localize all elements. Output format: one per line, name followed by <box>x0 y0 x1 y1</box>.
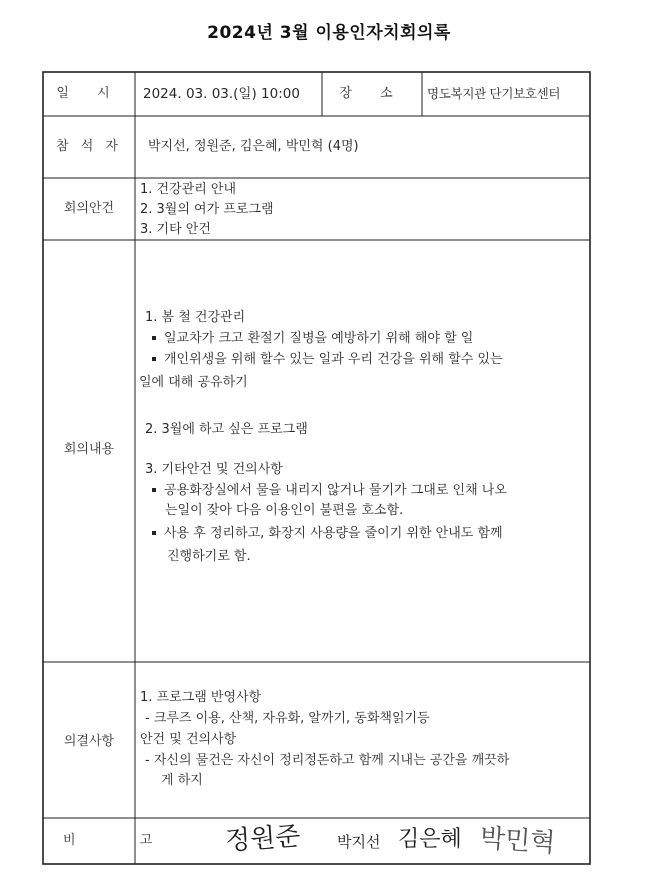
signature-handwritten: 김은혜 <box>398 827 462 852</box>
decision-line: - 자신의 물건은 자신이 정리정돈하고 함께 지내는 공간을 깨끗하 <box>145 753 510 768</box>
attendees-label: 참 석 자 <box>56 139 122 154</box>
agenda-label: 회의안건 <box>63 201 115 216</box>
decision-line: 게 하지 <box>161 773 203 788</box>
datetime-label: 일 시 <box>56 86 122 101</box>
datetime-value: 2024. 03. 03.(일) 10:00 <box>143 86 300 102</box>
remarks-label: 비 고 <box>63 833 183 848</box>
content-bullet-continuation: 는일이 잦아 다음 이용인이 불편을 호소함. <box>165 503 404 518</box>
decision-line: - 크루즈 이용, 산책, 자유화, 알까기, 동화책읽기등 <box>145 711 430 726</box>
agenda-item: 2. 3월의 여가 프로그램 <box>140 202 274 217</box>
content-bullet-continuation: 일에 대해 공유하기 <box>139 375 248 390</box>
content-bullet-continuation: 진행하기로 함. <box>167 549 251 564</box>
place-value: 명도복지관 단기보호센터 <box>427 86 561 101</box>
content-section-2-title: 2. 3월에 하고 싶은 프로그램 <box>145 422 308 437</box>
content-bullet: 개인위생을 위해 할수 있는 일과 우리 건강을 위해 할수 있는 <box>152 350 503 370</box>
decision-line: 안건 및 건의사항 <box>140 732 237 747</box>
content-bullet: 일교차가 크고 환절기 질병을 예방하기 위해 해야 할 일 <box>152 329 473 349</box>
place-label: 장 소 <box>339 86 405 101</box>
document-title: 2024년 3월 이용인자치회의록 <box>207 23 451 43</box>
content-section-1-title: 1. 봄 철 건강관리 <box>145 310 246 325</box>
content-label: 회의내용 <box>63 442 115 457</box>
content-bullet: 사용 후 정리하고, 화장지 사용량을 줄이기 위한 안내도 함께 <box>152 524 503 544</box>
signature-handwritten: 정원준 <box>224 821 302 857</box>
signature-handwritten: 박지선 <box>337 833 381 851</box>
bullet-icon <box>152 488 156 492</box>
agenda-item: 3. 기타 안건 <box>140 222 211 237</box>
attendees-value: 박지선, 정원준, 김은혜, 박민혁 (4명) <box>148 139 359 154</box>
bullet-icon <box>152 336 156 340</box>
agenda-item: 1. 건강관리 안내 <box>140 182 237 197</box>
bullet-icon <box>152 531 156 535</box>
content-bullet: 공용화장실에서 물을 내리지 않거나 물기가 그대로 인채 나오 <box>152 481 507 501</box>
decisions-label: 의결사항 <box>63 734 115 749</box>
content-section-3-title: 3. 기타안건 및 건의사항 <box>145 462 283 477</box>
bullet-icon <box>152 357 156 361</box>
decision-line: 1. 프로그램 반영사항 <box>140 690 262 705</box>
signature-handwritten: 박민혁 <box>478 823 557 859</box>
